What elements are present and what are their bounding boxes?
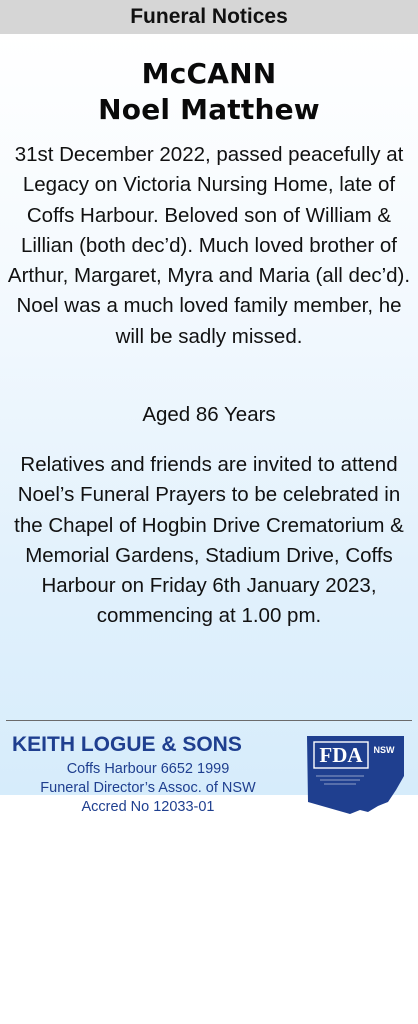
notice-paragraph-service: Relatives and friends are invited to attend Noel’s Funeral Prayers to be celebrated in the Chapel of Hogbin Drive Crematorium & Memorial Gardens, Stadium Drive, Coffs Harbour on Friday 6th January 2023, commencing at 1.00 pm.	[14, 453, 404, 628]
logo-fda-text: FDA	[319, 743, 363, 767]
funeral-director-association: Funeral Director’s Assoc. of NSW	[40, 780, 256, 796]
section-header	[0, 0, 418, 34]
notice-paragraph-death: 31st December 2022, passed peacefully at Legacy on Victoria Nursing Home, late of Coffs Harbour. Beloved son of William & Lillian (both dec’d). Much loved brother of Arthur, Margaret, Myra and Maria (all dec’d). Noel was a much loved family member, he will be sadly missed.	[7, 143, 411, 348]
fda-nsw-logo	[304, 732, 408, 818]
funeral-director-accreditation: Accred No 12033-01	[81, 799, 215, 815]
deceased-given-names: Noel Matthew	[98, 93, 320, 126]
logo-nsw-text: NSW	[373, 745, 395, 755]
divider	[6, 720, 412, 721]
funeral-director-phone: Coffs Harbour 6652 1999	[66, 761, 230, 777]
funeral-director-name: KEITH LOGUE & SONS	[12, 733, 242, 756]
deceased-surname: McCANN	[141, 57, 277, 90]
funeral-notice	[0, 34, 418, 815]
section-title: Funeral Notices	[130, 5, 288, 28]
notice-age: Aged 86 Years	[142, 403, 276, 426]
